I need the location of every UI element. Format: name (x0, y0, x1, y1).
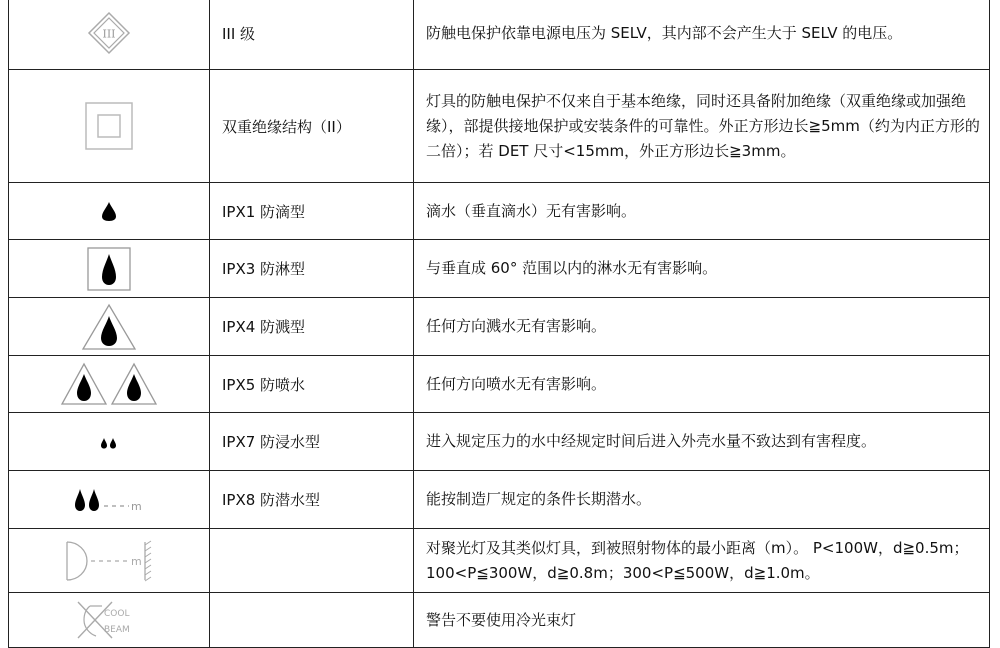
meter-unit-label: m (131, 499, 142, 513)
icon-cell (9, 529, 210, 593)
minimum-distance-spotlight-icon (61, 538, 157, 584)
two-small-drops-icon (100, 437, 118, 449)
table-row (9, 70, 990, 183)
symbol-description: 任何方向喷水无有害影响。 (414, 356, 990, 413)
icon-cell (9, 240, 210, 298)
table-row (9, 298, 990, 356)
symbol-name: 双重绝缘结构（II） (210, 70, 414, 183)
class-iii-diamond-icon (87, 11, 131, 55)
drop-in-triangle-icon (81, 303, 137, 351)
table-row (9, 529, 990, 593)
symbol-name (210, 593, 414, 648)
cool-label: COOL (104, 609, 130, 619)
table-row (9, 0, 990, 70)
icon-cell (9, 356, 210, 413)
symbol-name: IPX1 防滴型 (210, 183, 414, 240)
symbol-name (210, 529, 414, 593)
icon-cell (9, 593, 210, 648)
symbol-name: IPX7 防浸水型 (210, 413, 414, 471)
double-insulation-square-icon (84, 101, 134, 151)
table-row (9, 240, 990, 298)
symbol-description: 警告不要使用冷光束灯 (414, 593, 990, 648)
symbol-table (8, 0, 990, 648)
icon-cell (9, 70, 210, 183)
table-row (9, 593, 990, 648)
symbol-description: 与垂直成 60° 范围以内的淋水无有害影响。 (414, 240, 990, 298)
table-row (9, 471, 990, 529)
symbol-name: IPX5 防喷水 (210, 356, 414, 413)
symbol-description: 任何方向溅水无有害影响。 (414, 298, 990, 356)
two-drops-in-triangles-icon (60, 362, 158, 406)
table-row (9, 183, 990, 240)
symbol-name: IPX4 防溅型 (210, 298, 414, 356)
icon-cell (9, 298, 210, 356)
drop-icon (99, 200, 119, 222)
symbol-name: IPX8 防潜水型 (210, 471, 414, 529)
icon-cell (9, 471, 210, 529)
symbol-name: IPX3 防淋型 (210, 240, 414, 298)
two-drops-dash-m-icon (73, 486, 145, 514)
icon-cell (9, 0, 210, 70)
table-row (9, 413, 990, 471)
class-iii-label: III (102, 27, 116, 41)
meter-unit-label: m (131, 554, 142, 568)
symbol-description: 防触电保护依靠电源电压为 SELV，其内部不会产生大于 SELV 的电压。 (414, 0, 990, 70)
symbol-description: 能按制造厂规定的条件长期潜水。 (414, 471, 990, 529)
symbol-name: III 级 (210, 0, 414, 70)
icon-cell (9, 413, 210, 471)
symbol-description: 对聚光灯及其类似灯具，到被照射物体的最小距离（m）。 P<100W，d≧0.5m；100<P≦300W，d≧0.8m；300<P≦500W，d≧1.0m。 (414, 529, 990, 593)
table-row (9, 356, 990, 413)
no-cool-beam-icon (74, 598, 144, 642)
symbol-description: 灯具的防触电保护不仅来自于基本绝缘，同时还具备附加绝缘（双重绝缘或加强绝缘），部提供接地保护或安装条件的可靠性。外正方形边长≧5mm（约为内正方形的二倍）；若 DET 尺寸<15mm，外正方形边长≧3mm。 (414, 70, 990, 183)
beam-label: BEAM (104, 625, 130, 635)
icon-cell (9, 183, 210, 240)
symbol-description: 进入规定压力的水中经规定时间后进入外壳水量不致达到有害程度。 (414, 413, 990, 471)
symbol-description: 滴水（垂直滴水）无有害影响。 (414, 183, 990, 240)
drop-in-square-icon (86, 246, 132, 292)
